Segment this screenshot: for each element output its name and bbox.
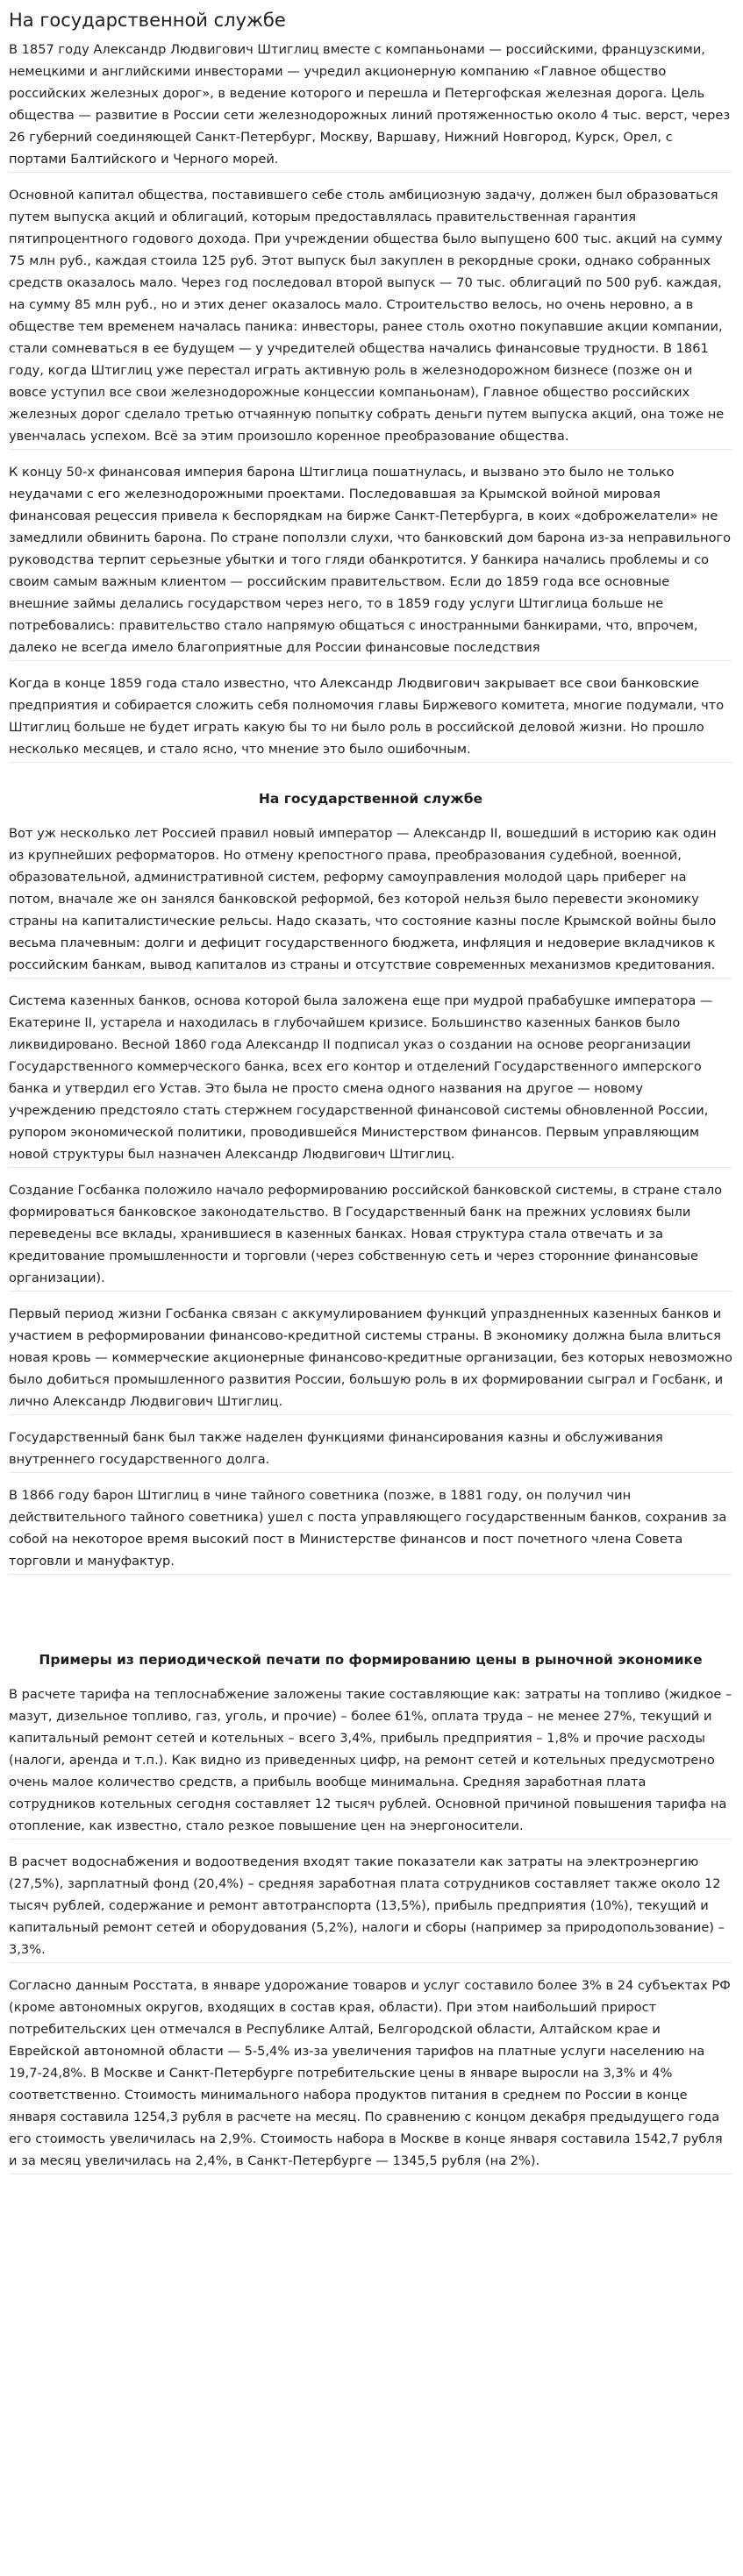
paragraph: В 1866 году барон Штиглиц в чине тайного советника (позже, в 1881 году, он получил чин действительного тайного советника) ушел с поста управляющего государственным банков, сохранив за собой на некоторое время высокий пост в Министерстве финансов и пост почетного члена Совета торговли и мануфактур. xyxy=(9,1484,732,1575)
paragraph: В расчете тарифа на теплоснабжение заложены такие составляющие как: затраты на топливо (жидкое – мазут, дизельное топливо, газ, уголь, и прочие) – более 61%, оплата труда – не менее 27%, текущий и капитальный ремонт сетей и котельных – всего 3,4%, прибыль предприятия – 1,8% и прочие расходы (налоги, аренда и т.п.). Как видно из приведенных цифр, на ремонт сетей и котельных предусмотрено очень малое количество средств, а прибыль вообще минимальна. Средняя заработная плата сотрудников котельных сегодня составляет 12 тысяч рублей. Основной причиной повышения тарифа на отопление, как известно, стало резкое повышение цен на энергоносители. xyxy=(9,1683,732,1839)
section-heading: Примеры из периодической печати по формированию цены в рыночной экономике xyxy=(39,1652,703,1668)
paragraph: Государственный банк был также наделен функциями финансирования казны и обслуживания внутреннего государственного долга. xyxy=(9,1427,732,1473)
paragraph: Вот уж несколько лет Россией правил новый император — Александр II, вошедший в историю как один из крупнейших реформаторов. Но отмену крепостного права, преобразования судебной, военной, образовательной, административной систем, реформу самоуправления молодой царь приберег на потом, вначале же он занялся банковской реформой, без которой нельзя было перевести экономику страны на капиталистические рельсы. Надо сказать, что состояние казны после Крымской войны было весьма плачевным: долги и дефицит государственного бюджета, инфляция и недоверие вкладчиков к российским банкам, вывод капиталов из страны и отсутствие современных механизмов кредитования. xyxy=(9,822,732,978)
paragraph: Первый период жизни Госбанка связан с аккумулированием функций упраздненных казенных банков и участием в реформировании финансово-кредитной системы страны. В экономику должна была влиться новая кровь — коммерческие акционерные финансово-кредитные организации, без которых невозможно было добиться промышленного развития России, большую роль в их формировании сыграл и Госбанк, и лично Александр Людвигович Штиглиц. xyxy=(9,1303,732,1415)
paragraph: Согласно данным Росстата, в январе удорожание товаров и услуг составило более 3% в 24 субъектах РФ (кроме автономных округов, входящих в состав края, области). При этом наибольший прирост потребительских цен отмечался в Республике Алтай, Белгородской области, Алтайском крае и Еврейской автономной области — 5-5,4% из-за увеличения тарифов на платные услуги населению на 19,7-24,8%. В Москве и Санкт-Петербурге потребительские цены в январе выросли на 3,3% и 4% соответственно. Стоимость минимального набора продуктов питания в среднем по России в конце января составила 1254,3 рубля в расчете на месяц. По сравнению с концом декабря предыдущего года его стоимость увеличилась на 2,9%. Стоимость набора в Москве в конце января составила 1542,7 рубля и за месяц увеличилась на 2,4%, в Санкт-Петербурге — 1345,5 рубля (на 2%). xyxy=(9,1975,732,2174)
paragraph: Система казенных банков, основа которой была заложена еще при мудрой прабабушке императора — Екатерине II, устарела и находилась в глубочайшем кризисе. Большинство казенных банков было ликвидировано. Весной 1860 года Александр II подписал указ о создании на основе реорганизации Государственного коммерческого банка, всех его контор и отделений Государственного имперского банка и утвердил его Устав. Это была не просто смена одного названия на другое — новому учреждению предстояло стать стержнем государственной финансовой системы обновленной России, рупором экономической политики, проводившейся Министерством финансов. Первым управляющим новой структуры был назначен Александр Людвигович Штиглиц. xyxy=(9,990,732,1168)
paragraph: В расчет водоснабжения и водоотведения входят такие показатели как затраты на электроэнергию (27,5%), зарплатный фонд (20,4%) – средняя заработная плата сотрудников составляет также около 12 тысяч рублей, содержание и ремонт автотранспорта (13,5%), прибыль предприятия (10%), текущий и капитальный ремонт сетей и оборудования (5,2%), налоги и сборы (например за природопользование) – 3,3%. xyxy=(9,1851,732,1963)
paragraph: Создание Госбанка положило начало реформированию российской банковской системы, в стране стало формироваться банковское законодательство. В Государственный банк на прежних условиях были переведены все вклады, хранившиеся в казенных банках. Новая структура стала отвечать и за кредитование промышленности и торговли (через собственную сеть и через сторонние финансовые организации). xyxy=(9,1179,732,1292)
section-heading: На государственной службе xyxy=(258,791,483,807)
paragraph: В 1857 году Александр Людвигович Штиглиц вместе с компаньонами — российскими, французскими, немецкими и английскими инвесторами — учредил акционерную компанию «Главное общество российских железных дорог», в ведение которого и перешла и Петергофская железная дорога. Цель общества — развитие в России сети железнодорожных линий протяженностью около 4 тыс. верст, через 26 губерний соединяющей Санкт-Петербург, Москву, Варшаву, Нижний Новгород, Курск, Орел, с портами Балтийского и Черного морей. xyxy=(9,39,732,173)
paragraph: К концу 50-х финансовая империя барона Штиглица пошатнулась, и вызвано это было не только неудачами с его железнодорожными проектами. Последовавшая за Крымской войной мировая финансовая рецессия привела к беспорядкам на бирже Санкт-Петербурга, в коих «доброжелатели» не замедлили обвинить барона. По стране поползли слухи, что банковский дом барона из-за неправильного руководства терпит серьезные убытки и того гляди обанкротится. У банкира начались проблемы и со своим самым важным клиентом — российским правительством. Если до 1859 года все основные внешние займы делались государством через него, то в 1859 году услуги Штиглица больше не потребовались: правительство стало напрямую общаться с иностранными банкирами, что, впрочем, далеко не всегда имело благоприятные для России финансовые последствия xyxy=(9,461,732,661)
paragraph: Когда в конце 1859 года стало известно, что Александр Людвигович закрывает все свои банковские предприятия и собирается сложить себя полномочия главы Биржевого комитета, многие подумали, что Штиглиц больше не будет играть какую бы то ни было роль в российской деловой жизни. Но прошло несколько месяцев, и стало ясно, что мнение это было ошибочным. xyxy=(9,672,732,763)
paragraph: Основной капитал общества, поставившего себе столь амбициозную задачу, должен был образоваться путем выпуска акций и облигаций, которым предоставлялась правительственная гарантия пятипроцентного годового дохода. При учреждении общества было выпущено 600 тыс. акций на сумму 75 млн руб., каждая стоила 125 руб. Этот выпуск был закуплен в рекордные сроки, однако собранных средств оказалось мало. Через год последовал второй выпуск — 70 тыс. облигаций по 500 руб. каждая, на сумму 85 млн руб., но и этих денег оказалось мало. Строительство велось, но очень неровно, а в обществе тем временем началась паника: инвесторы, ранее столь охотно покупавшие акции компании, стали сомневаться в ее будущем — у учредителей общества начались финансовые трудности. В 1861 году, когда Штиглиц уже перестал играть активную роль в железнодорожном бизнесе (позже он и вовсе уступил все свои железнодорожные концессии компаньонам), Главное общество российских железных дорог сделало третью отчаянную попытку собрать деньги путем выпуска акций, она тоже не увенчалась успехом. Всё за этим произошло коренное преобразование общества. xyxy=(9,184,732,450)
page-title: На государственной службе xyxy=(9,10,286,31)
